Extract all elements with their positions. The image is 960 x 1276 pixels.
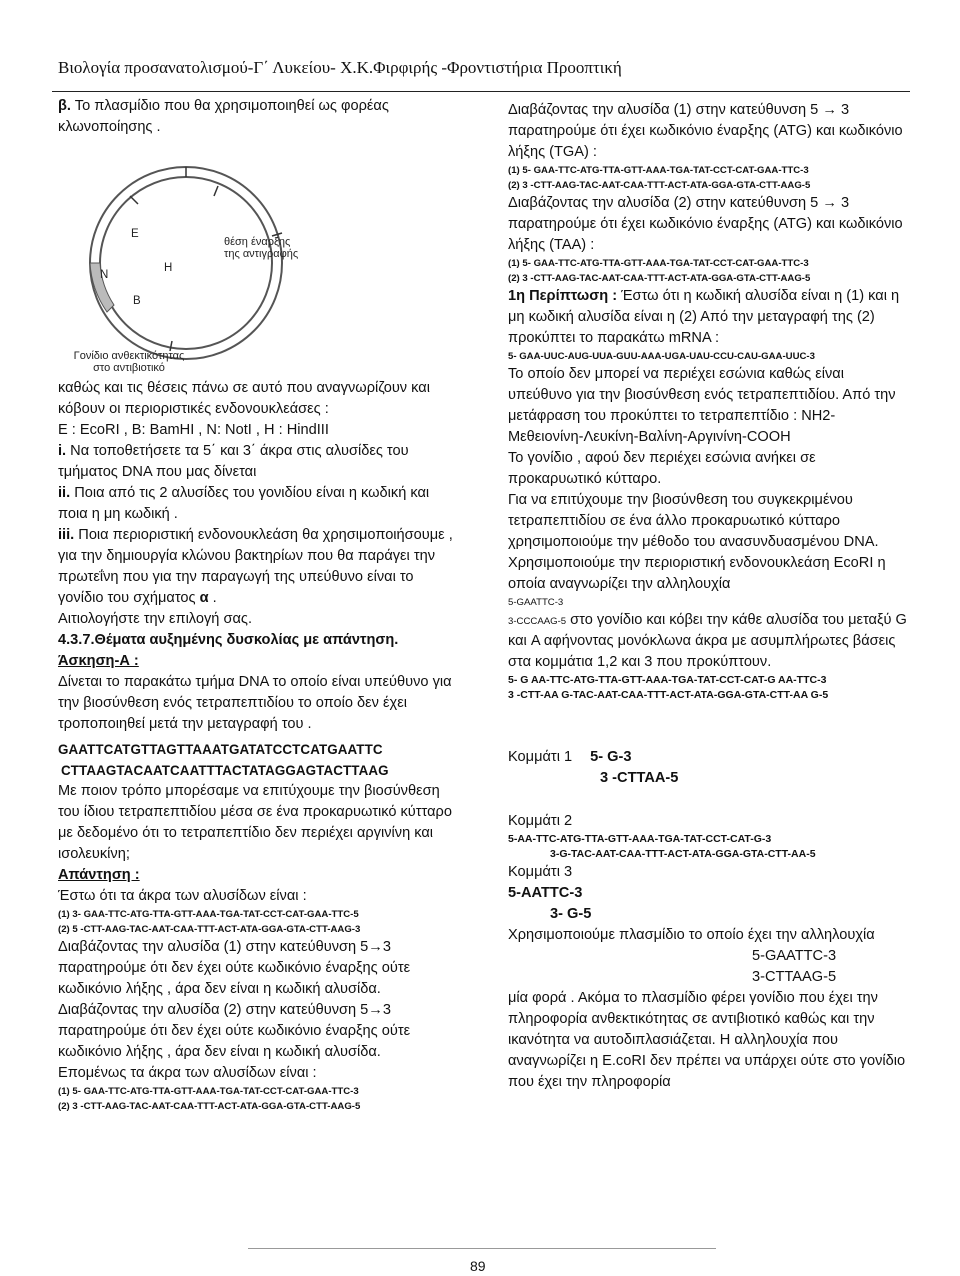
enzymes-list: E : EcoRI , B: BamHI , N: NotI , H : HindIII	[58, 422, 329, 438]
mrna-sequence: 5- GAA-UUC-AUG-UUA-GUU-AAA-UGA-UAU-CCU-CAU-GAA-UUC-3	[508, 351, 815, 362]
question-ii-text: Ποια από τις 2 αλυσίδες του γονιδίου είναι η κωδική και ποια η μη κωδική .	[58, 485, 430, 522]
plasmid-diagram	[58, 138, 462, 378]
footer-rule	[248, 1248, 716, 1249]
cut-strand-1: 5- G AA-TTC-ATG-TTA-GTT-AAA-TGA-TAT-CCT-CAT-G AA-TTC-3	[508, 674, 827, 686]
question-iii-marker: iii.	[58, 527, 75, 543]
section-title: 4.3.7.Θέματα αυξημένης δυσκολίας με απάντηση.	[58, 632, 399, 648]
fragment-1-top: 5- G-3	[590, 749, 632, 765]
fragment-1-bottom: 3 -CTTAA-5	[600, 770, 679, 786]
intro-text: Το πλασμίδιο που θα χρησιμοποιηθεί ως φορέας κλωνοποίησης .	[58, 98, 389, 135]
exercise-title: Άσκηση-Α :	[58, 653, 139, 669]
justify-line: Αιτιολογήστε την επιλογή σας.	[58, 611, 253, 627]
enzymes-paragraph: καθώς και τις θέσεις πάνω σε αυτό που αναγνωρίζουν και κόβουν οι περιοριστικές ενδονουκλεάσες :	[58, 380, 430, 417]
cut-strand-2: 3 -CTT-AA G-TAC-AAT-CAA-TTT-ACT-ATA-GGA-GTA-CTT-AA G-5	[508, 689, 829, 701]
fragment-3-top: 5-AATTC-3	[508, 885, 583, 901]
case-1-title: 1η Περίπτωση :	[508, 288, 618, 304]
recognition-site-2: 3-CCCAAG-5	[508, 616, 567, 627]
right-reading-2: Διαβάζοντας την αλυσίδα (2) στην κατεύθυνση 5 → 3 παρατηρούμε ότι έχει κωδικόνιο έναρξης (ATG) και κωδικόνιο λήξης (TAA) :	[508, 195, 903, 253]
fragment-3-label: Κομμάτι 3	[508, 864, 573, 880]
answer-conclusion: Επομένως τα άκρα των αλυσίδων είναι :	[58, 1065, 317, 1081]
right-column	[508, 96, 910, 1093]
site-h-tick	[214, 186, 218, 196]
question-iii-alpha: α	[199, 590, 209, 606]
right-strand-1: (1) 5- GAA-TTC-ATG-TTA-GTT-AAA-TGA-TAT-CCT-CAT-GAA-TTC-3	[508, 165, 809, 176]
fragment-1-label: Κομμάτι 1	[508, 749, 573, 765]
answer-title: Απάντηση :	[58, 867, 140, 883]
site-h-label: H	[164, 262, 173, 274]
answer-reasoning: Διαβάζοντας την αλυσίδα (1) στην κατεύθυνση 5→3 παρατηρούμε ότι δεν έχει ούτε κωδικόνιο έναρξης ούτε κωδικόνιο λήξης , άρα δεν είναι η κωδική αλυσίδα. Διαβάζοντας την αλυσίδα (2) στην κατεύθυνση 5→3 παρατηρούμε ότι δεν έχει ούτε κωδικόνιο έναρξης ούτε κωδικόνιο λήξης , άρα δεν είναι η κωδική αλυσίδα.	[58, 939, 411, 1060]
site-n-label: N	[100, 269, 109, 281]
plasmid-seq-1: 5-GAATTC-3	[752, 948, 837, 964]
dna-strand-2: CTTAAGTACAATCAATTTACTATAGGAGTACTTAAG	[61, 763, 389, 778]
gene-label-line1: Γονίδιο ανθεκτικότητας	[73, 350, 185, 362]
page-number: 89	[470, 1258, 486, 1274]
intro-marker: β.	[58, 98, 71, 114]
question-iii	[58, 525, 462, 609]
question-iii-text: Ποια περιοριστική ενδονουκλεάση θα χρησιμοποιήσουμε , για την δημιουργία κλώνου βακτηρίων που θα παράγει την πρωτεΐνη που για την παραγωγή της υπεύθυνο είναι το γονίδιο του σχήματος	[58, 527, 453, 606]
strand-line-1: (1) 3- GAA-TTC-ATG-TTA-GTT-AAA-TGA-TAT-CCT-CAT-GAA-TTC-5	[58, 909, 359, 920]
origin-label-line2: της αντιγραφής	[224, 248, 299, 260]
fragment-2-top: 5-AA-TTC-ATG-TTA-GTT-AAA-TGA-TAT-CCT-CAT-G-3	[508, 833, 772, 845]
question-i-text: Να τοποθετήσετε τα 5΄ και 3΄ άκρα στις αλυσίδες του τμήματος DNA που μας δίνεται	[58, 443, 409, 480]
header-rule	[52, 91, 910, 92]
site-b-label: B	[133, 295, 141, 307]
spacer	[508, 703, 910, 725]
question-iii-end: .	[208, 590, 217, 606]
right-reading-1: Διαβάζοντας την αλυσίδα (1) στην κατεύθυνση 5 → 3 παρατηρούμε ότι έχει κωδικόνιο έναρξης (ATG) και κωδικόνιο λήξης (TGA) :	[508, 102, 903, 160]
page-header: Βιολογία προσανατολισμού-Γ΄ Λυκείου- Χ.Κ.Φιρφιρής -Φροντιστήρια Προοπτική	[58, 58, 622, 77]
spacer	[508, 725, 910, 747]
recognition-site-1: 5-GAATTC-3	[508, 597, 564, 608]
translation-text: Το οποίο δεν μπορεί να περιέχει εσώνια καθώς είναι υπεύθυνο για την βιοσύνθεση ενός τετραπεπτιδίου. Από την μετάφραση του προκύπτει το τετραπεπτίδιο : NH2-Μεθειονίνη-Λευκίνη-Βαλίνη-Αργινίνη-COOH	[508, 366, 896, 445]
question-i-marker: i.	[58, 443, 67, 459]
strand-line-2: (2) 5 -CTT-AAG-TAC-AAT-CAA-TTT-ACT-ATA-GGA-GTA-CTT-AAG-3	[58, 924, 361, 935]
ecori-text: Χρησιμοποιούμε την περιοριστική ενδονουκλεάση EcoRI η οποία αναγνωρίζει την αλληλουχία	[508, 555, 886, 592]
recombinant-text: Για να επιτύχουμε την βιοσύνθεση του συγκεκριμένου τετραπεπτιδίου σε ένα άλλο προκαρυωτικό κύτταρο χρησιμοποιούμε την μέθοδο του ανασυνδυασμένου DNA.	[508, 492, 879, 550]
site-e-label: E	[131, 228, 139, 240]
case-1	[508, 286, 910, 349]
right-strand-3: (1) 5- GAA-TTC-ATG-TTA-GTT-AAA-TGA-TAT-CCT-CAT-GAA-TTC-3	[508, 258, 809, 269]
strand-line-4: (2) 3 -CTT-AAG-TAC-AAT-CAA-TTT-ACT-ATA-GGA-GTA-CTT-AAG-5	[58, 1101, 361, 1112]
fragment-2-bottom: 3-G-TAC-AAT-CAA-TTT-ACT-ATA-GGA-GTA-CTT-AA-5	[550, 848, 816, 860]
site-n-tick	[130, 196, 138, 204]
question-ii	[58, 483, 462, 525]
left-column	[58, 96, 462, 1114]
plasmid-choice-text: Χρησιμοποιούμε πλασμίδιο το οποίο έχει την αλληλουχία	[508, 927, 875, 943]
prokaryote-text: Το γονίδιο , αφού δεν περιέχει εσώνια ανήκει σε προκαρυωτικό κύτταρο.	[508, 450, 816, 487]
exercise-question: Με ποιον τρόπο μπορέσαμε να επιτύχουμε την βιοσύνθεση του ίδιου τετραπεπτιδίου μέσα σε ένα προκαρυωτικό κύτταρο με δεδομένο ότι το τετραπεπτίδιο δεν περιέχει αργινίνη και ισολευκίνη;	[58, 783, 452, 862]
cut-explanation-text: στο γονίδιο και κόβει την κάθε αλυσίδα του μεταξύ G και A αφήνοντας μονόκλωνα άκρα με ασυμπλήρωτες βάσεις στα κομμάτια 1,2 και 3 που προκύπτουν.	[508, 612, 907, 670]
plasmid-inner-ring	[100, 177, 272, 349]
fragment-1	[508, 747, 910, 768]
right-strand-4: (2) 3 -CTT-AAG-TAC-AAT-CAA-TTT-ACT-ATA-GGA-GTA-CTT-AAG-5	[508, 273, 811, 284]
cut-explanation	[508, 610, 910, 673]
resistance-gene-label	[64, 350, 194, 374]
plasmid-final-text: μία φορά . Ακόμα το πλασμίδιο φέρει γονίδιο που έχει την πληροφορία ανθεκτικότητας σε αντιβιοτικό καθώς και την ικανότητα να αυτοδιπλασιάζεται. Η αλληλουχία που αναγνωρίζει η E.coRI δεν πρέπει να υπάρχει ούτε στο γονίδιο που έχει την πληροφορία	[508, 990, 906, 1090]
right-strand-2: (2) 3 -CTT-AAG-TAC-AAT-CAA-TTT-ACT-ATA-GGA-GTA-CTT-AAG-5	[508, 180, 811, 191]
origin-label	[224, 236, 298, 260]
origin-label-line1: θέση έναρξης	[224, 236, 291, 248]
exercise-text: Δίνεται το παρακάτω τμήμα DNA το οποίο είναι υπεύθυνο για την βιοσύνθεση ενός τετραπεπτιδίου το οποίο δεν έχει τροποποιηθεί μετά την μεταγραφή του .	[58, 674, 452, 732]
answer-intro: Έστω ότι τα άκρα των αλυσίδων είναι :	[58, 888, 307, 904]
fragment-3-bottom: 3- G-5	[550, 906, 592, 922]
question-i	[58, 441, 462, 483]
gene-label-line2: στο αντιβιοτικό	[93, 362, 165, 374]
intro-paragraph	[58, 96, 462, 138]
plasmid-seq-2: 3-CTTAAG-5	[752, 969, 837, 985]
question-ii-marker: ii.	[58, 485, 71, 501]
spacer	[508, 789, 910, 811]
strand-line-3: (1) 5- GAA-TTC-ATG-TTA-GTT-AAA-TGA-TAT-CCT-CAT-GAA-TTC-3	[58, 1086, 359, 1097]
dna-strand-1: GAATTCATGTTAGTTAAATGATATCCTCATGAATTC	[58, 742, 383, 757]
case-1-text: Έστω ότι η κωδική αλυσίδα είναι η (1) και η μη κωδική αλυσίδα είναι η (2) Από την μεταγραφή της (2) προκύπτει το παρακάτω mRNA :	[508, 288, 900, 346]
fragment-2-label: Κομμάτι 2	[508, 813, 573, 829]
plasmid-outer-ring	[90, 167, 282, 359]
